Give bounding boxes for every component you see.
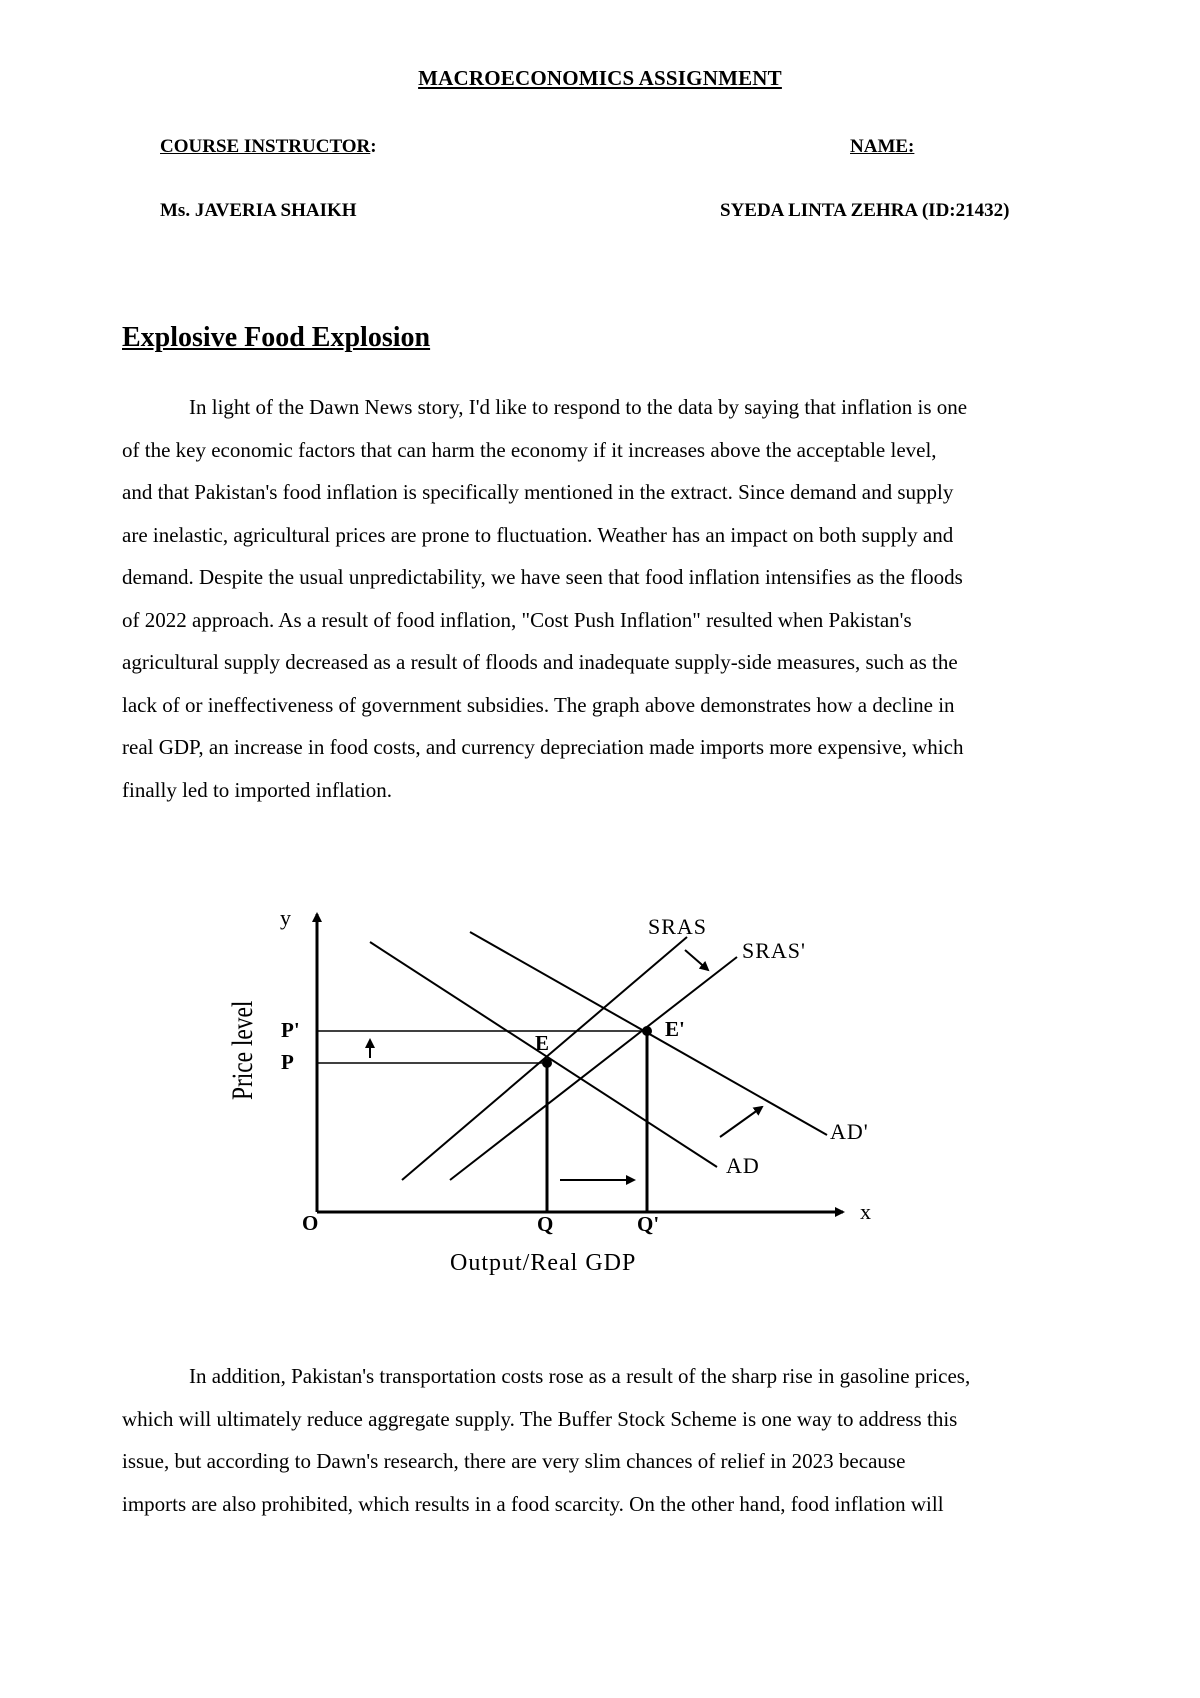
- paragraph-line: agricultural supply decreased as a result of floods and inadequate supply-side measures, such as the: [122, 650, 958, 674]
- p-prime-label: P': [281, 1018, 300, 1042]
- name-label: NAME:: [850, 136, 915, 157]
- paragraph-line: lack of or ineffectiveness of government subsidies. The graph above demonstrates how a decline in: [122, 692, 955, 717]
- sras-label: SRAS: [648, 914, 708, 939]
- paragraph-line: of the key economic factors that can harm the economy if it increases above the acceptable level,: [122, 437, 937, 462]
- paragraph-line: finally led to imported inflation.: [122, 777, 393, 802]
- ad-label: AD: [726, 1153, 760, 1178]
- paragraph-line: In light of the Dawn News story, I'd like to respond to the data by saying that inflation is one: [189, 395, 968, 419]
- y-axis-letter: y: [280, 905, 291, 930]
- x-axis-title: Output/Real GDP: [450, 1250, 637, 1276]
- q-prime-label: Q': [637, 1212, 660, 1236]
- paragraph-line: demand. Despite the usual unpredictability, we have seen that food inflation intensifies as the floods: [122, 565, 963, 589]
- paragraph-2: [122, 1355, 1107, 1525]
- paragraph-line: In addition, Pakistan's transportation costs rose as a result of the sharp rise in gasoline prices,: [189, 1364, 971, 1388]
- paragraph-line: and that Pakistan's food inflation is specifically mentioned in the extract. Since demand and supply: [122, 480, 954, 504]
- paragraph-line: are inelastic, agricultural prices are prone to fluctuation. Weather has an impact on both supply and: [122, 522, 954, 547]
- paragraph-line: imports are also prohibited, which results in a food scarcity. On the other hand, food inflation will: [122, 1491, 944, 1516]
- ad-shift-arrow: [720, 1107, 762, 1137]
- e-label: E: [535, 1031, 550, 1055]
- sras-shift-arrow: [685, 950, 708, 970]
- equilibrium-e-prime-point: [642, 1026, 652, 1036]
- q-label: Q: [537, 1212, 554, 1236]
- p-label: P: [281, 1050, 294, 1074]
- sras-prime-curve: [450, 957, 737, 1180]
- instructor-label: COURSE INSTRUCTOR:: [160, 136, 377, 157]
- origin-label: O: [302, 1211, 319, 1235]
- e-prime-label: E': [665, 1017, 685, 1041]
- paragraph-line: issue, but according to Dawn's research, there are very slim chances of relief in 2023 because: [122, 1449, 906, 1473]
- paragraph-line: real GDP, an increase in food costs, and currency depreciation made imports more expensive, which: [122, 735, 964, 759]
- assignment-title: MACROECONOMICS ASSIGNMENT: [418, 66, 782, 90]
- paragraph-line: of 2022 approach. As a result of food inflation, "Cost Push Inflation" resulted when Pakistan's: [122, 607, 912, 632]
- section-heading: Explosive Food Explosion: [122, 322, 431, 353]
- x-axis-letter: x: [860, 1199, 871, 1224]
- y-axis-title: Price level: [225, 1000, 259, 1100]
- paragraph-line: which will ultimately reduce aggregate supply. The Buffer Stock Scheme is one way to address this: [122, 1406, 958, 1431]
- sras-prime-label: SRAS': [742, 938, 806, 963]
- ad-prime-label: AD': [830, 1119, 869, 1144]
- student-name: SYEDA LINTA ZEHRA (ID:21432): [720, 200, 1010, 221]
- equilibrium-e-point: [542, 1058, 552, 1068]
- instructor-name: Ms. JAVERIA SHAIKH: [160, 200, 357, 221]
